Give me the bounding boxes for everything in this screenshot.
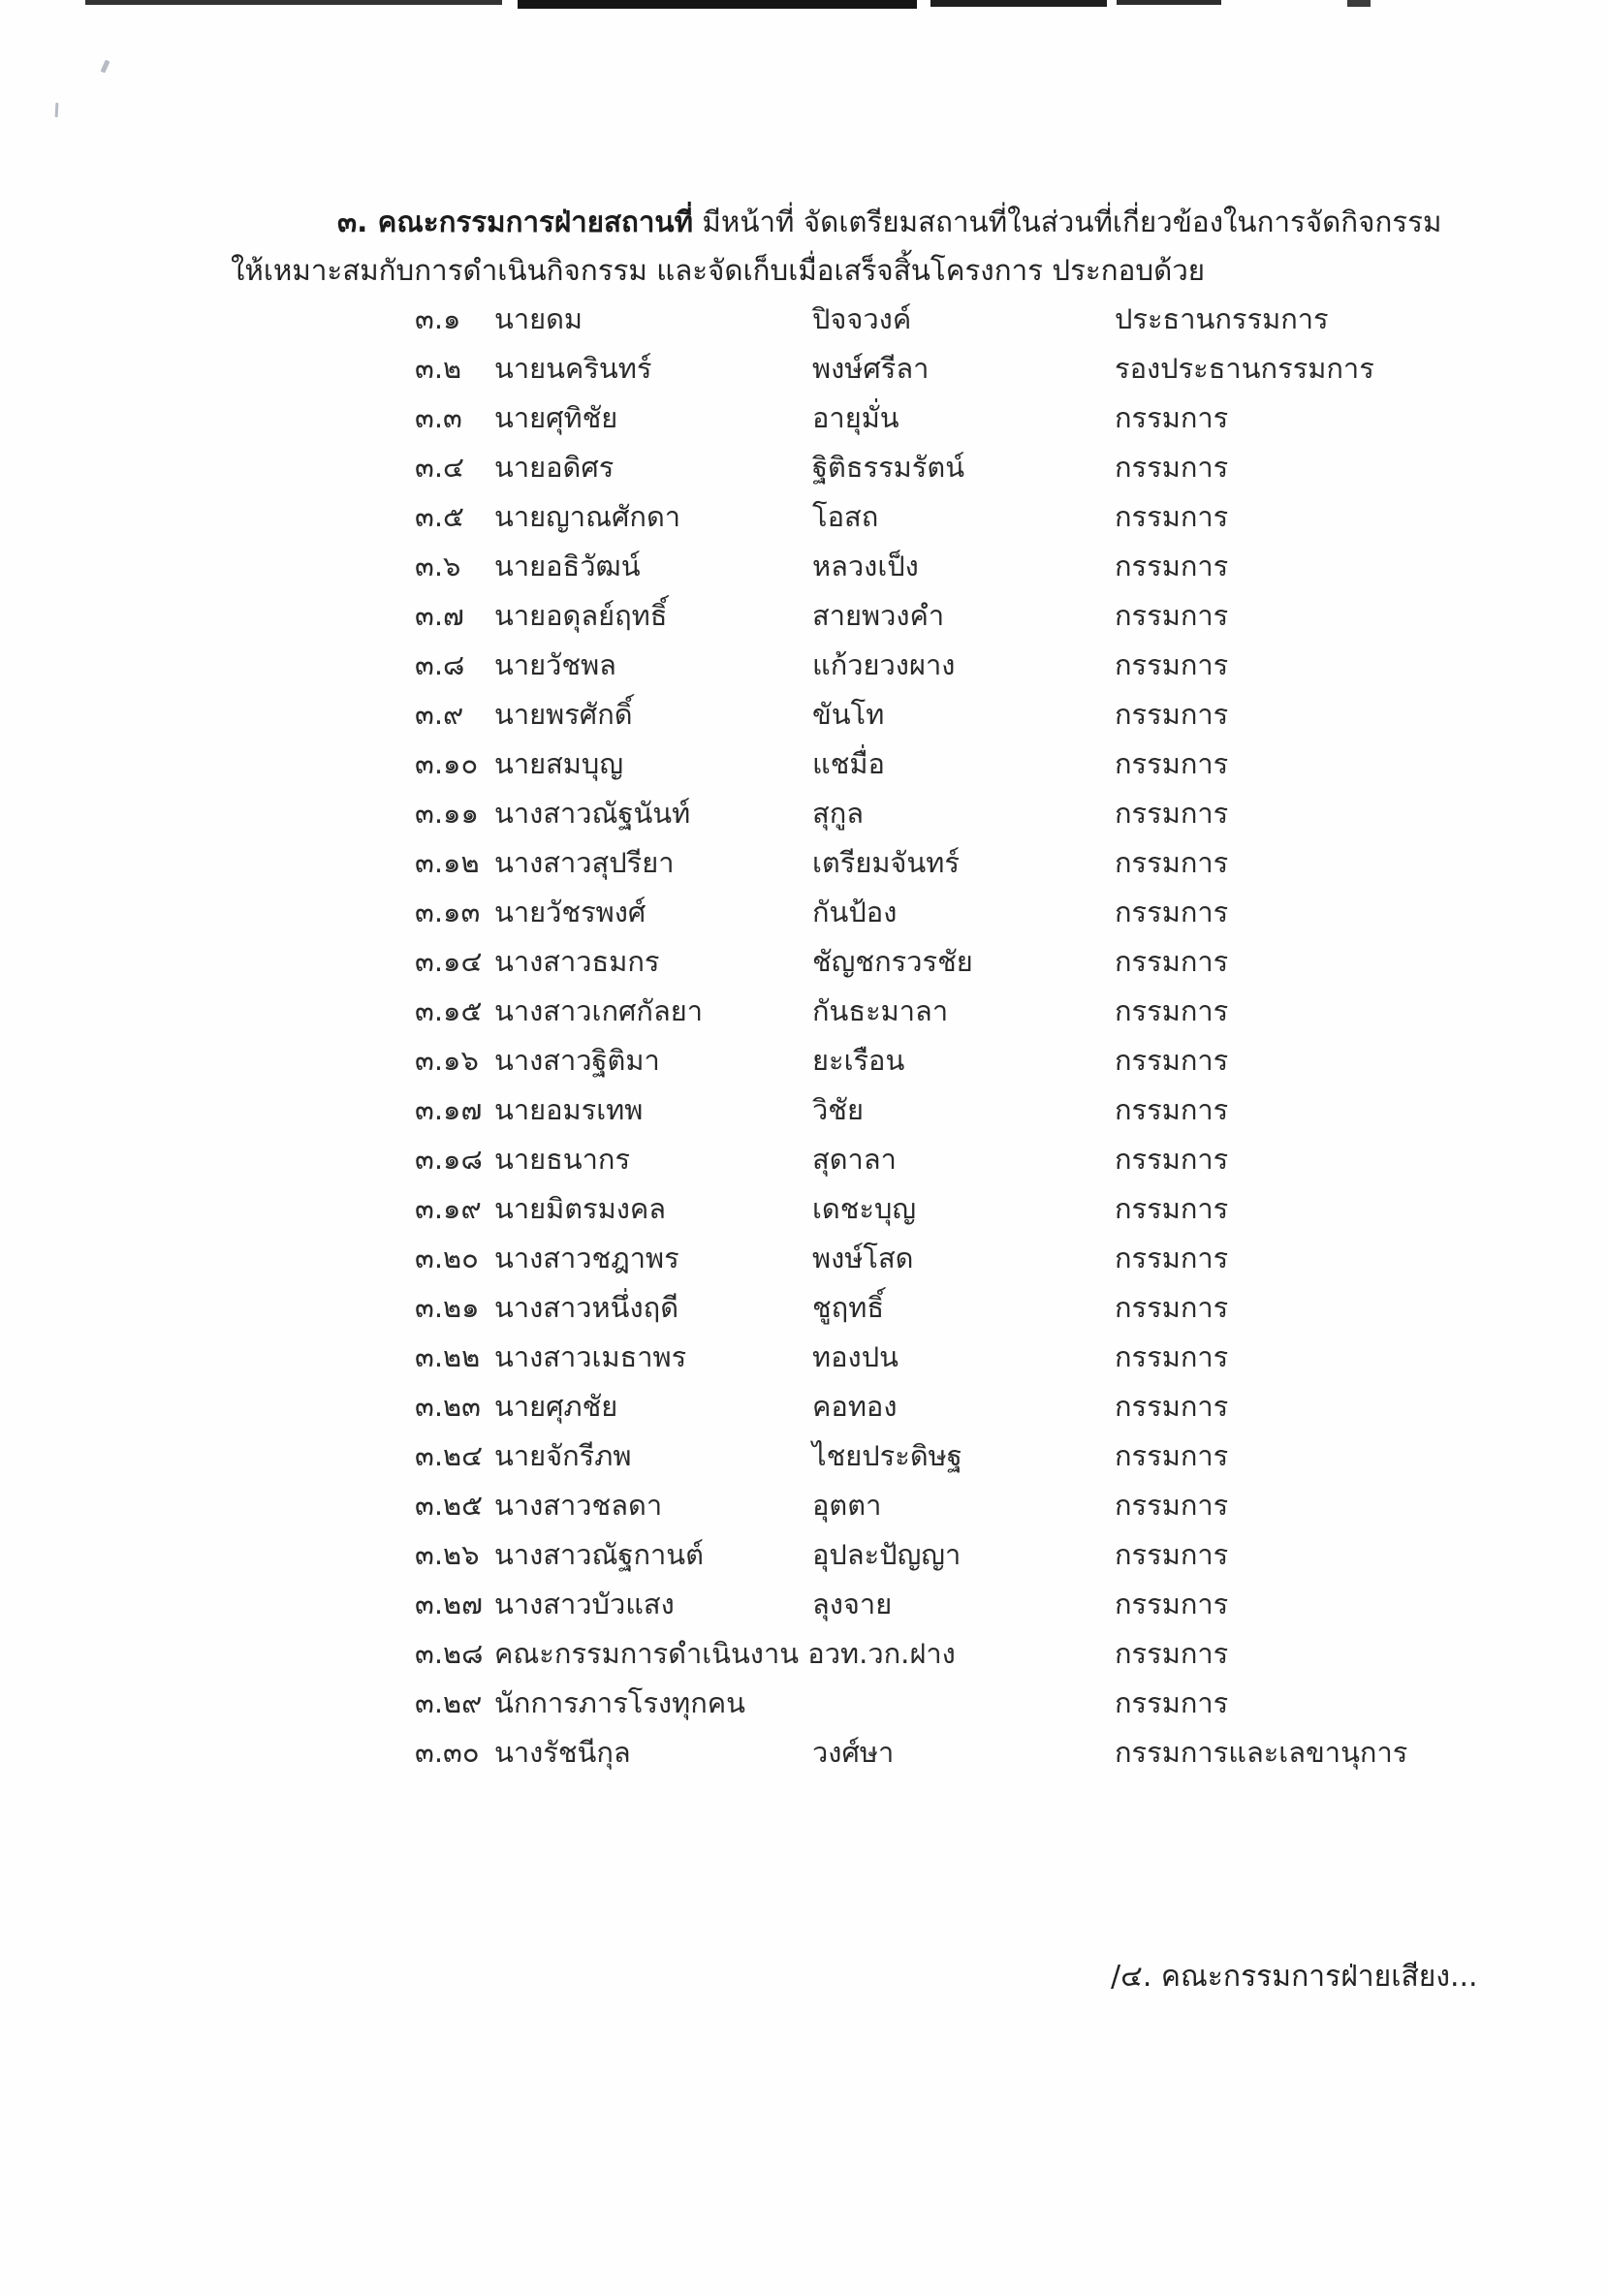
member-role: กรรมการ <box>1115 648 1229 681</box>
table-row <box>415 791 1539 840</box>
member-role: กรรมการ <box>1115 451 1229 484</box>
member-number: ๓.๑๕ <box>415 994 483 1027</box>
member-role: กรรมการ <box>1115 599 1229 632</box>
table-row <box>415 1681 1539 1730</box>
member-first-name: นางสาวบัวแสง <box>494 1588 675 1620</box>
table-row <box>415 1335 1539 1384</box>
member-number: ๓.๑๙ <box>415 1192 482 1225</box>
member-number: ๓.๓ <box>415 401 462 434</box>
member-first-name: นายวัชรพงศ์ <box>494 896 646 928</box>
table-row <box>415 840 1539 890</box>
table-row <box>415 1631 1539 1681</box>
member-number: ๓.๒๕ <box>415 1489 484 1522</box>
member-last-name: พงษ์ศรีลา <box>812 352 930 385</box>
member-number: ๓.๒๑ <box>415 1291 480 1324</box>
table-row <box>415 741 1539 791</box>
table-row <box>415 1483 1539 1532</box>
member-role: กรรมการ <box>1115 797 1229 830</box>
member-role: ประธานกรรมการ <box>1115 302 1329 335</box>
table-row <box>415 544 1539 593</box>
member-last-name: พงษ์โสด <box>812 1242 914 1274</box>
table-row <box>415 494 1539 544</box>
section-header-line2: ให้เหมาะสมกับการดำเนินกิจกรรม และจัดเก็บเมื่อเสร็จสิ้นโครงการ ประกอบด้วย <box>231 254 1206 287</box>
member-number: ๓.๒ <box>415 352 462 385</box>
member-last-name: ขันโท <box>812 698 885 731</box>
member-role: กรรมการ <box>1115 1340 1229 1373</box>
table-row <box>415 989 1539 1038</box>
member-number: ๓.๒๔ <box>415 1439 484 1472</box>
member-first-name: นางสาวสุปรียา <box>494 846 675 879</box>
scan-artifact-bar <box>85 0 502 5</box>
member-last-name: ปิจจวงค์ <box>812 302 912 335</box>
section-header <box>231 198 1442 295</box>
member-number: ๓.๔ <box>415 451 464 484</box>
table-row <box>415 1087 1539 1137</box>
member-role: กรรมการและเลขานุการ <box>1115 1736 1408 1769</box>
member-first-name: นายจักรีภพ <box>494 1439 632 1472</box>
member-last-name: ยะเรือน <box>812 1044 905 1077</box>
table-row <box>415 1433 1539 1483</box>
member-last-name: ทองปน <box>812 1340 899 1373</box>
member-first-name: นายสมบุญ <box>494 747 624 780</box>
member-first-name: นางสาวเมธาพร <box>494 1340 687 1373</box>
table-row <box>415 1137 1539 1186</box>
table-row <box>415 1186 1539 1236</box>
member-role: กรรมการ <box>1115 1439 1229 1472</box>
member-last-name: ไชยประดิษฐ <box>812 1439 962 1472</box>
table-row <box>415 692 1539 741</box>
member-last-name: แชมื่อ <box>812 747 885 780</box>
member-first-name: นักการภารโรงทุกคน <box>494 1686 745 1719</box>
member-role: กรรมการ <box>1115 846 1229 879</box>
member-number: ๓.๑๓ <box>415 896 481 928</box>
scan-speck <box>101 60 110 74</box>
member-last-name: ฐิติธรรมรัตน์ <box>812 451 965 484</box>
member-first-name: นางสาวหนึ่งฤดี <box>494 1291 679 1324</box>
member-number: ๓.๑๑ <box>415 797 479 830</box>
table-row <box>415 346 1539 395</box>
member-first-name: นางสาวณัฐกานต์ <box>494 1538 704 1571</box>
member-last-name: สุกูล <box>812 797 865 830</box>
member-last-name: หลวงเป็ง <box>812 550 919 582</box>
member-last-name: สุดาลา <box>812 1143 897 1176</box>
member-number: ๓.๑๒ <box>415 846 480 879</box>
member-number: ๓.๒๘ <box>415 1637 484 1670</box>
member-number: ๓.๒๗ <box>415 1588 483 1620</box>
scan-artifact-bar <box>1347 0 1371 7</box>
member-number: ๓.๑๔ <box>415 945 483 978</box>
member-last-name: ชูฤทธิ์ <box>812 1291 885 1324</box>
table-row <box>415 1038 1539 1087</box>
member-number: ๓.๒๐ <box>415 1242 479 1274</box>
member-first-name: นายศุทิชัย <box>494 401 618 434</box>
member-number: ๓.๒๖ <box>415 1538 480 1571</box>
member-last-name: วงศ์ษา <box>812 1736 895 1769</box>
member-number: ๓.๘ <box>415 648 465 681</box>
member-first-name: นางสาวชลดา <box>494 1489 663 1522</box>
table-row <box>415 1730 1539 1779</box>
member-last-name: เดชะบุญ <box>812 1192 917 1225</box>
member-role: กรรมการ <box>1115 1588 1229 1620</box>
member-role: รองประธานกรรมการ <box>1115 352 1374 385</box>
member-role: กรรมการ <box>1115 1489 1229 1522</box>
member-last-name: กันธะมาลา <box>812 994 949 1027</box>
member-number: ๓.๓๐ <box>415 1736 480 1769</box>
member-role: กรรมการ <box>1115 1637 1229 1670</box>
member-role: กรรมการ <box>1115 1686 1229 1719</box>
member-number: ๓.๑ <box>415 302 461 335</box>
table-row <box>415 1236 1539 1285</box>
member-first-name: นายพรศักดิ์ <box>494 698 633 731</box>
member-last-name: โอสถ <box>812 500 879 533</box>
member-role: กรรมการ <box>1115 550 1229 582</box>
member-last-name: คอทอง <box>812 1390 898 1423</box>
member-last-name: อุตตา <box>812 1489 882 1522</box>
table-row <box>415 1532 1539 1582</box>
member-role: กรรมการ <box>1115 1538 1229 1571</box>
table-row <box>415 593 1539 643</box>
table-row <box>415 643 1539 692</box>
member-last-name: วิชัย <box>812 1093 864 1126</box>
section-header-line1 <box>231 198 1442 246</box>
member-number: ๓.๒๙ <box>415 1686 483 1719</box>
member-first-name: นายนครินทร์ <box>494 352 652 385</box>
member-role: กรรมการ <box>1115 1093 1229 1126</box>
continuation-note: /๔. คณะกรรมการฝ่ายเสียง... <box>1111 1960 1478 1994</box>
table-row <box>415 1384 1539 1433</box>
member-role: กรรมการ <box>1115 747 1229 780</box>
member-first-name: นายดม <box>494 302 583 335</box>
member-first-name: นางสาวชฎาพร <box>494 1242 679 1274</box>
table-row <box>415 890 1539 939</box>
member-first-name: คณะกรรมการดำเนินงาน อวท.วก.ฝาง <box>494 1637 956 1670</box>
member-last-name: ชัญชกรวรชัย <box>812 945 973 978</box>
scan-artifact-bar <box>518 0 917 9</box>
member-role: กรรมการ <box>1115 1242 1229 1274</box>
member-role: กรรมการ <box>1115 945 1229 978</box>
member-role: กรรมการ <box>1115 1291 1229 1324</box>
member-last-name: อุปละปัญญา <box>812 1538 962 1571</box>
scan-artifact-bar <box>1117 0 1221 5</box>
table-row <box>415 395 1539 445</box>
member-first-name: นายญาณศักดา <box>494 500 681 533</box>
member-first-name: นายธนากร <box>494 1143 631 1176</box>
member-first-name: นายศุภชัย <box>494 1390 618 1423</box>
member-last-name: กันป้อง <box>812 896 898 928</box>
member-number: ๓.๙ <box>415 698 464 731</box>
member-first-name: นายมิตรมงคล <box>494 1192 667 1225</box>
member-first-name: นายอมรเทพ <box>494 1093 644 1126</box>
member-last-name: แก้วยวงผาง <box>812 648 956 681</box>
member-number: ๓.๒๓ <box>415 1390 481 1423</box>
member-role: กรรมการ <box>1115 1390 1229 1423</box>
member-role: กรรมการ <box>1115 500 1229 533</box>
section-title: ๓. คณะกรรมการฝ่ายสถานที่ <box>337 205 694 238</box>
member-last-name: เตรียมจันทร์ <box>812 846 960 879</box>
member-role: กรรมการ <box>1115 1143 1229 1176</box>
member-first-name: นางสาวฐิติมา <box>494 1044 660 1077</box>
member-role: กรรมการ <box>1115 1044 1229 1077</box>
member-role: กรรมการ <box>1115 1192 1229 1225</box>
table-row <box>415 1285 1539 1335</box>
member-first-name: นายอดุลย์ฤทธิ์ <box>494 599 668 632</box>
member-number: ๓.๗ <box>415 599 464 632</box>
member-first-name: นางรัชนีกุล <box>494 1736 631 1769</box>
member-last-name: อายุมั่น <box>812 401 899 434</box>
table-row <box>415 297 1539 346</box>
member-role: กรรมการ <box>1115 896 1229 928</box>
member-role: กรรมการ <box>1115 401 1229 434</box>
member-number: ๓.๑๘ <box>415 1143 483 1176</box>
table-row <box>415 1582 1539 1631</box>
member-number: ๓.๒๒ <box>415 1340 481 1373</box>
member-first-name: นายวัชพล <box>494 648 616 681</box>
member-role: กรรมการ <box>1115 994 1229 1027</box>
table-row <box>415 445 1539 494</box>
member-first-name: นายอดิศร <box>494 451 615 484</box>
member-number: ๓.๑๖ <box>415 1044 479 1077</box>
member-last-name: สายพวงคำ <box>812 599 945 632</box>
member-first-name: นายอธิวัฒน์ <box>494 550 641 582</box>
member-role: กรรมการ <box>1115 698 1229 731</box>
scan-artifact-bar <box>930 0 1107 7</box>
member-number: ๓.๑๗ <box>415 1093 483 1126</box>
section-duty-text: มีหน้าที่ จัดเตรียมสถานที่ในส่วนที่เกี่ยวข้องในการจัดกิจกรรม <box>693 205 1442 238</box>
member-number: ๓.๑๐ <box>415 747 479 780</box>
member-first-name: นางสาวณัฐนันท์ <box>494 797 691 830</box>
scan-speck <box>55 103 59 117</box>
member-number: ๓.๖ <box>415 550 461 582</box>
table-row <box>415 939 1539 989</box>
member-first-name: นางสาวธมกร <box>494 945 660 978</box>
committee-member-list <box>415 297 1539 1779</box>
member-number: ๓.๕ <box>415 500 464 533</box>
member-last-name: ลุงจาย <box>812 1588 893 1620</box>
member-first-name: นางสาวเกศกัลยา <box>494 994 704 1027</box>
